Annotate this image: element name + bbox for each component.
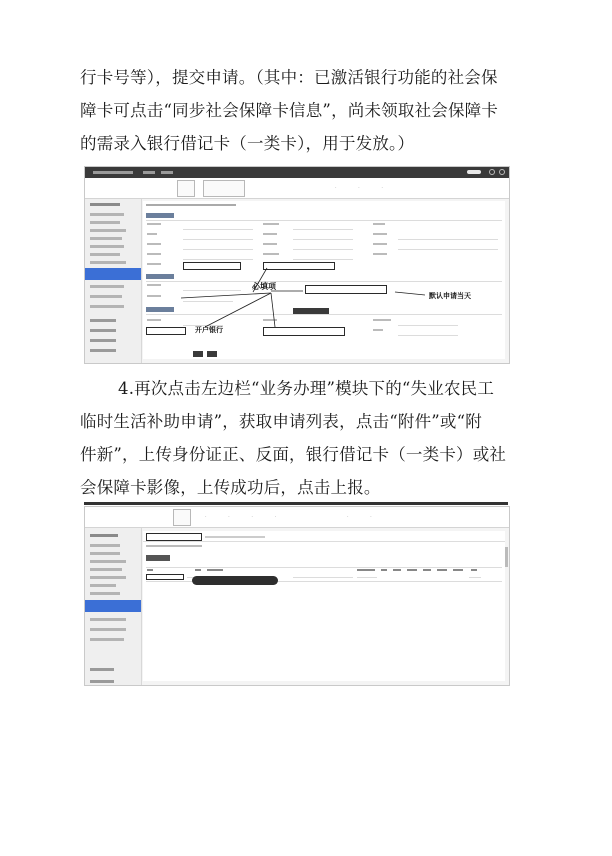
upload-popup-bubble: [192, 576, 278, 585]
toolbar: [85, 507, 509, 528]
sidebar-item[interactable]: [90, 638, 124, 641]
sidebar-item[interactable]: [90, 584, 116, 587]
tab-other[interactable]: [205, 536, 265, 538]
sidebar-item[interactable]: [90, 534, 118, 537]
paragraph-2-line-2: 临时生活补助申请”，获取申请列表，点击“附件”或“附: [80, 412, 482, 431]
sidebar-item[interactable]: [90, 576, 126, 579]
paragraph-2-line-3: 件新”，上传身份证正、反面，银行借记卡（一类卡）或社: [80, 445, 507, 464]
paragraph-2: [80, 372, 538, 504]
sidebar-item[interactable]: [90, 592, 120, 595]
list-area: [143, 531, 505, 681]
toolbar-dots: · · ·: [335, 185, 393, 191]
annotation-arrows: [85, 167, 509, 363]
sidebar: [85, 528, 142, 685]
paragraph-2-line-4: 会保障卡影像，上传成功后，点击上报。: [80, 478, 381, 497]
paragraph-1-line-3: 的需录入银行借记卡（一类卡），用于发放。）: [80, 134, 415, 153]
sidebar-item[interactable]: [90, 560, 126, 563]
logo-box: [173, 509, 191, 526]
paragraph-2-line-1: 4.再次点击左边栏“业务办理”模块下的“失业农民工: [118, 379, 495, 398]
add-button[interactable]: [146, 555, 170, 561]
attachment-link-box[interactable]: [146, 574, 184, 580]
sidebar-item[interactable]: [90, 628, 126, 631]
sidebar-item[interactable]: [90, 668, 114, 671]
annotation-open-bank: 开户银行: [195, 326, 223, 334]
paragraph-1-line-1: 行卡号等），提交申请。（其中：已激活银行功能的社会保: [80, 68, 498, 87]
paragraph-1: [80, 61, 538, 160]
sidebar-item[interactable]: [90, 544, 120, 547]
annotation-required: 必填项: [252, 282, 276, 291]
toolbar-dots: · · · ·: [205, 514, 287, 520]
toolbar-dots: · ·: [347, 514, 382, 520]
form-screenshot: [84, 166, 510, 364]
screenshot-divider: [84, 502, 508, 505]
sidebar-item[interactable]: [90, 618, 126, 621]
sidebar-item-active[interactable]: [85, 600, 141, 612]
tab-row: [143, 531, 505, 542]
sidebar-item[interactable]: [90, 552, 120, 555]
paragraph-1-line-2: 障卡可点击“同步社会保障卡信息”，尚未领取社会保障卡: [80, 101, 499, 120]
annotation-default-date: 默认申请当天: [429, 292, 471, 300]
sidebar-item[interactable]: [90, 568, 122, 571]
scrollbar[interactable]: [505, 547, 508, 567]
tab-apply-list[interactable]: [146, 533, 202, 541]
sidebar-item[interactable]: [90, 680, 114, 683]
list-screenshot: [84, 506, 510, 686]
